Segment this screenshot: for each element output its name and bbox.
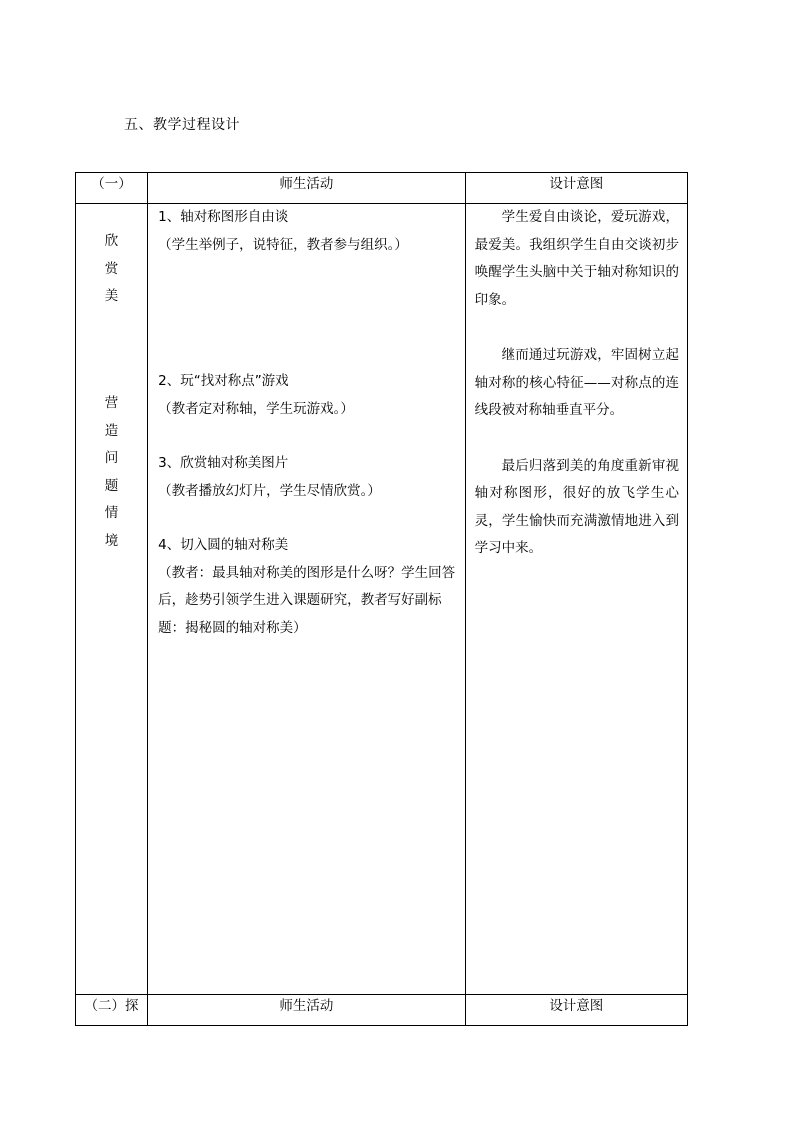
stage-char: 营 (104, 395, 119, 411)
stage-header-cell (76, 173, 148, 204)
activity-note: （教者定对称轴，学生玩游戏。） (158, 400, 354, 417)
stage-char: 欣 (104, 233, 119, 249)
activity-title: 3、欣赏轴对称美图片 (158, 455, 289, 471)
intent-cell (465, 204, 687, 995)
stage-two-activity-label: 师生活动 (279, 998, 334, 1014)
stage-one-label-top (76, 228, 147, 311)
stage-char: 美 (104, 288, 119, 304)
activity-title: 4、切入圆的轴对称美 (158, 537, 289, 553)
activity-title: 1、轴对称图形自由谈 (158, 209, 289, 225)
intent-header-cell (465, 173, 687, 204)
stage-char: 情 (104, 505, 119, 521)
activity-header-cell (148, 173, 466, 204)
stage-two-intent-header (465, 995, 687, 1026)
stage-two-cell (76, 995, 148, 1026)
activity-note: （教者播放幻灯片，学生尽情欣赏。） (158, 482, 381, 499)
stage-two-intent-label: 设计意图 (549, 998, 604, 1014)
teaching-process-table (75, 172, 688, 1026)
activities-cell (148, 204, 466, 995)
table-header-row (76, 173, 688, 204)
section-heading: 五、教学过程设计 (124, 117, 240, 133)
stage-char: 题 (104, 477, 119, 494)
stage-two-label: （二）探 (84, 998, 139, 1014)
stage-two-header-row (76, 995, 688, 1026)
intent-paragraph: 学生爱自由谈论，爱玩游戏，最爱美。我组织学生自由交谈初步唤醒学生头脑中关于轴对称知识的印象。 (474, 209, 679, 308)
intent-paragraph: 继而通过玩游戏，牢固树立起轴对称的核心特征——对称点的连线段被对称轴垂直平分。 (474, 347, 679, 418)
stage-char: 问 (104, 450, 119, 466)
activity-note: （学生举例子，说特征，教者参与组织。） (158, 236, 408, 253)
intent-paragraph: 最后归落到美的角度重新审视轴对称图形，很好的放飞学生心灵，学生愉快而充满激情地进入到学习中来。 (474, 457, 679, 556)
intent-header-label: 设计意图 (549, 176, 604, 192)
stage-one-label-bottom (76, 390, 147, 555)
stage-header-label: （一） (91, 176, 132, 192)
stage-char: 造 (104, 422, 119, 439)
activity-title: 2、玩“找对称点”游戏 (158, 373, 289, 389)
activity-note: （教者：最具轴对称美的图形是什么呀？学生回答后，趁势引领学生进入课题研究，教者写好副标题：揭秘圆的轴对称美） (158, 564, 456, 636)
stage-one-cell (76, 204, 148, 995)
activity-header-label: 师生活动 (279, 176, 334, 192)
stage-char: 境 (104, 532, 119, 549)
stage-one-row (76, 204, 688, 995)
stage-char: 赏 (104, 260, 119, 277)
stage-two-activity-header (148, 995, 466, 1026)
